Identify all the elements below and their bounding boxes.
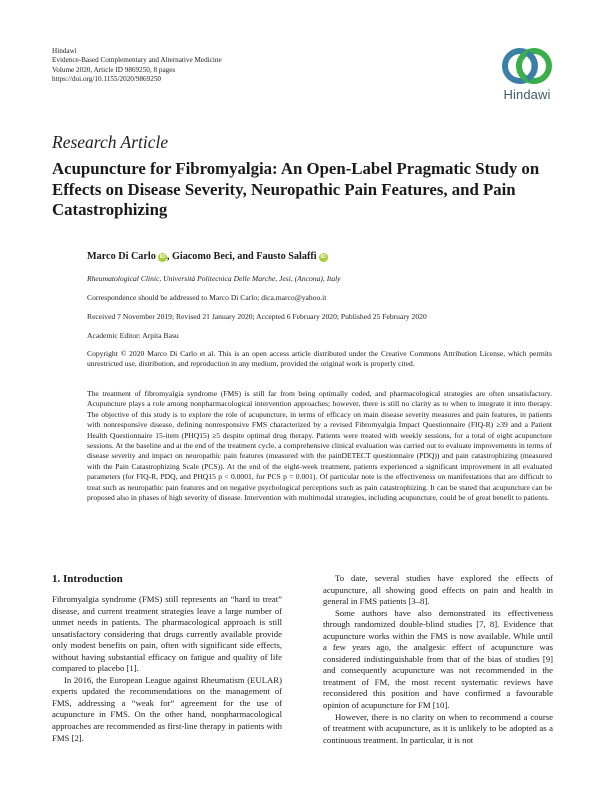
received-dates: Received 7 November 2019; Revised 21 January 2020; Accepted 6 February 2020; Published 25 February 2020 [87, 312, 427, 321]
copyright-notice: Copyright © 2020 Marco Di Carlo et al. This is an open access article distributed under the Creative Commons Attribution License, which permits unrestricted use, distribution, and reproduction in any medium, provided the original work is properly cited. [87, 349, 552, 369]
journal-info [52, 47, 222, 85]
journal-name: Evidence-Based Complementary and Alternative Medicine [52, 56, 222, 65]
volume-line: Volume 2020, Article ID 9869250, 8 pages [52, 65, 176, 74]
orcid-icon[interactable]: iD [320, 254, 326, 260]
paragraph: Fibromyalgia syndrome (FMS) still represents an “hard to treat” disease, and current treatment strategies leave a large number of unmet needs in patients. The pharmacological approach is still unsatisfactory considering that drugs currently available provide only modest benefits on pain, often with significant side effects, without having substantial efficacy on fatigue and quality of life compared to placebo [1]. [52, 594, 282, 674]
author-name: Fausto Salaffi [256, 251, 317, 262]
article-title: Acupuncture for Fibromyalgia: An Open-Label Pragmatic Study on Effects on Disease Severity, Neuropathic Pain Features, and Pain Catastrophizing [52, 159, 540, 220]
correspondence: Correspondence should be addressed to Marco Di Carlo; dica.marco@yahoo.it [87, 293, 327, 302]
logo-wordmark: Hindawi [503, 87, 551, 102]
paragraph: However, there is no clarity on when to recommend a course of treatment with acupuncture, as it is unlikely to be adopted as a continuous treatment. In particular, it is not [323, 711, 553, 745]
author-separator: , [166, 251, 172, 262]
hindawi-logo [497, 46, 557, 102]
author-separator: , and [232, 251, 257, 262]
abstract-text: The treatment of fibromyalgia syndrome (FMS) is still far from being optimally coded, and pharmacological strategies are often unsatisfactory. Acupuncture plays a role among nonpharmacological intervention approaches; however, there is still no clarity as to when to integrate it into therapy. The objective of this study is to explore the role of acupuncture, in terms of efficacy on main disease severity measures and pain features, in patients with nonresponsive disease, defining nonresponsive FMS characterized by a revised Fibromyalgia Impact Questionnaire (FIQ-R) ≥39 and a Patient Health Questionnaire 15-item (PHQ15) ≥5 despite optimal drug therapy. Patients were treated with weekly sessions, for a total of eight acupuncture sessions. At the baseline and at the end of the treatment cycle, a comprehensive clinical evaluation was carried out to evaluate improvements in terms of disease severity and impact on neuropathic pain features (measured with the painDETECT questionnaire (PDQ)) and pain catastrophizing (measured with the Pain Catastrophizing Scale (PCS)). At the end of the eight-week treatment, patients experienced a significant improvement in all evaluated parameters (for FIQ-R, PDQ, and PHQ15 p < 0.0001, for PCS p = 0.001). Of particular note is the effectiveness on manifestations that are difficult to treat such as neuropathic pain features and on negative psychological perceptions such as pain catastrophizing. It can be stated that acupuncture can be proposed also in phases of high severity of disease. Intervention with multimodal strategies, including acupuncture, could be of great benefit to patients. [87, 389, 552, 503]
paragraph: Some authors have also demonstrated its effectiveness through randomized double-blind studies [7, 8]. Evidence that acupuncture works within the FMS is now available. While until a few years ago, the analgesic effect of acupuncture was considered indistinguishable from that of the bias of studies [9] and consequently acupuncture was not recommended in the treatment of FM, the most recent systematic reviews have reconsidered this position and have confirmed a favourable opinion of acupuncture for FM [10]. [323, 607, 553, 711]
left-column [52, 573, 282, 744]
affiliation: Rheumatological Clinic, Università Politecnica Delle Marche, Jesi, (Ancona), Italy [87, 274, 341, 283]
author-name: Giacomo Beci [171, 251, 233, 262]
right-column [323, 573, 553, 746]
author-list [87, 251, 328, 262]
doi-link[interactable]: https://doi.org/10.1155/2020/9869250 [52, 75, 162, 84]
paragraph: In 2016, the European League against Rheumatism (EULAR) experts updated the recommendations on the management of FMS, addressing a “weak for” agreement for the use of acupuncture in FMS. On the other hand, nonpharmacological approaches are recommended as first-line therapy in patients with FMS [2]. [52, 674, 282, 743]
publisher-name: Hindawi [52, 47, 77, 55]
orcid-icon[interactable]: iD [159, 254, 166, 260]
author-name: Marco Di Carlo [87, 251, 156, 262]
hindawi-logo-icon [497, 46, 557, 86]
article-type: Research Article [52, 132, 169, 152]
abstract [87, 389, 552, 503]
academic-editor: Academic Editor: Arpita Basu [87, 331, 179, 340]
paragraph: To date, several studies have explored the effects of acupuncture, all showing good effects on pain and health in general in FMS patients [3–8]. [323, 573, 553, 607]
section-heading: 1. Introduction [52, 573, 123, 585]
